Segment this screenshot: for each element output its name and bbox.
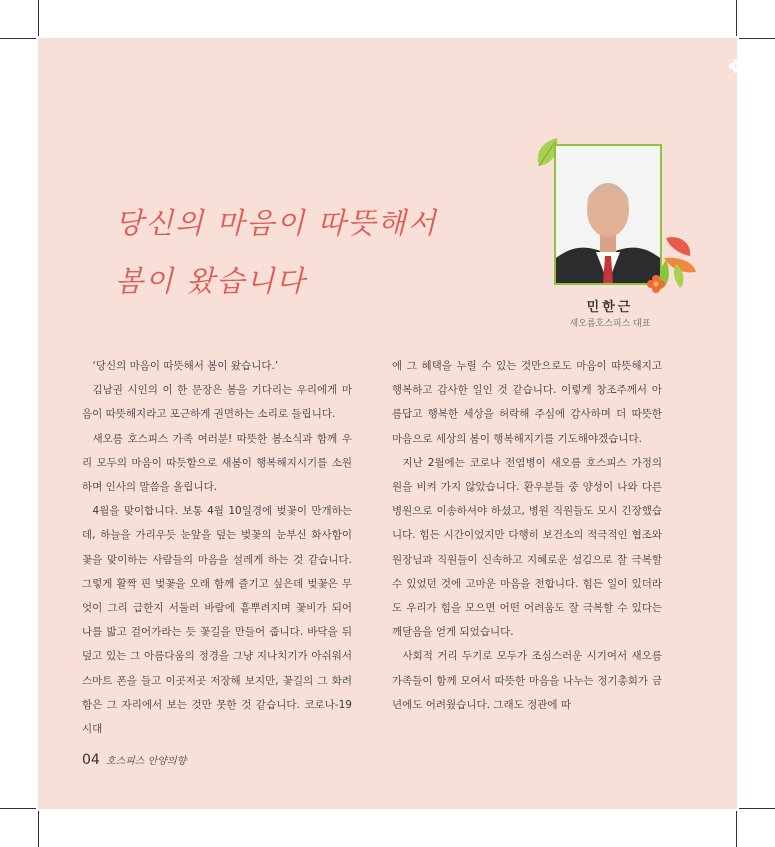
crop-mark: [736, 0, 737, 36]
article-column-left: [82, 354, 352, 741]
page-number: 04: [82, 752, 100, 768]
article-headline: [115, 194, 475, 310]
flower-icon: [728, 58, 744, 74]
paragraph: 김남권 시인의 이 한 문장은 봄을 기다리는 우리에게 마음이 따뜻해지라고 포근하게 권면하는 소리로 들립니다.: [82, 384, 352, 421]
crop-mark: [736, 811, 737, 847]
headline-line: 당신의 마음이 따뜻해서: [115, 206, 438, 240]
crop-mark: [739, 38, 775, 39]
paragraph: 에 그 혜택을 누릴 수 있는 것만으로도 마음이 따뜻해지고 행복하고 감사한 일인 것 같습니다. 이렇게 창조주께서 아름답고 행복한 세상을 허락해 주심에 감사하며 더 따뜻한 마음으로 세상의 봄이 행복해지기를 기도해야겠습니다.: [392, 360, 662, 445]
paragraph: 사회적 거리 두기로 모두가 조심스러운 시기여서 새오름 가족들이 함께 모여서 따뜻한 마음을 나누는 정기총회가 금년에도 어려웠습니다. 그래도 정관에 따: [392, 650, 662, 711]
flower-icon: [636, 230, 698, 300]
crop-mark: [38, 811, 39, 847]
article-column-right: [392, 354, 662, 717]
crop-mark: [0, 38, 36, 39]
crop-mark: [739, 808, 775, 809]
crop-mark: [0, 808, 36, 809]
crop-mark: [38, 0, 39, 36]
headline-line: 봄이 왔습니다: [115, 264, 307, 298]
paragraph: ‘당신의 마음이 따뜻해서 봄이 왔습니다.’: [92, 360, 279, 372]
author-title: 새오름호스피스 대표: [569, 319, 651, 329]
magazine-name: 호스피스 안양의향: [105, 756, 187, 767]
page-footer: [82, 752, 186, 768]
author-name: 민한근: [586, 300, 634, 315]
paragraph: 새오름 호스피스 가족 여러분! 따뜻한 봄소식과 함께 우리 모두의 마음이 따듯함으로 새봄이 행복해지시기를 소원하며 인사의 말씀을 올립니다.: [82, 432, 352, 494]
paragraph: 4월을 맞이합니다. 보통 4월 10일경에 벚꽃이 만개하는데, 하늘을 가리우듯 눈앞을 덮는 벚꽃의 눈부신 화사함이 꽃을 맞이하는 사람들의 마음을 설레게 하는 것 같습니다. 그렇게 활짝 핀 벚꽃을 오래 함께 즐기고 싶은데 벚꽃은 무엇이 그리 급한지 서둘러 바람에 흩뿌려지며 꽃비가 되어 나를 밟고 걸어가라는 듯 꽃길을 만들어 줍니다. 바닥을 뒤덮고 있는 그 아름다움의 정경을 그냥 지나치기가 아쉬워서 스마트 폰을 들고 이곳저곳 저장해 보지만, 꽃길의 그 화려함은 그 자리에서 보는 것만 못한 것 같습니다. 코로나-19시대: [82, 505, 352, 736]
paragraph: 지난 2월에는 코로나 전염병이 새오름 호스피스 가정의원을 비켜 가지 않았습니다. 환우분들 중 양성이 나와 다른 병원으로 이송하셔야 하셨고, 병원 직원들도 모시 긴장했습니다. 힘든 시간이었지만 다행히 보건소의 적극적인 협조와 원장님과 직원들이 신속하고 지혜로운 섬김으로 잘 극복할 수 있었던 것에 고마운 마음을 전합니다. 힘든 일이 있더라도 우리가 힘을 모으면 어떤 어려움도 잘 극복할 수 있다는 깨달음을 얻게 되었습니다.: [392, 456, 662, 639]
